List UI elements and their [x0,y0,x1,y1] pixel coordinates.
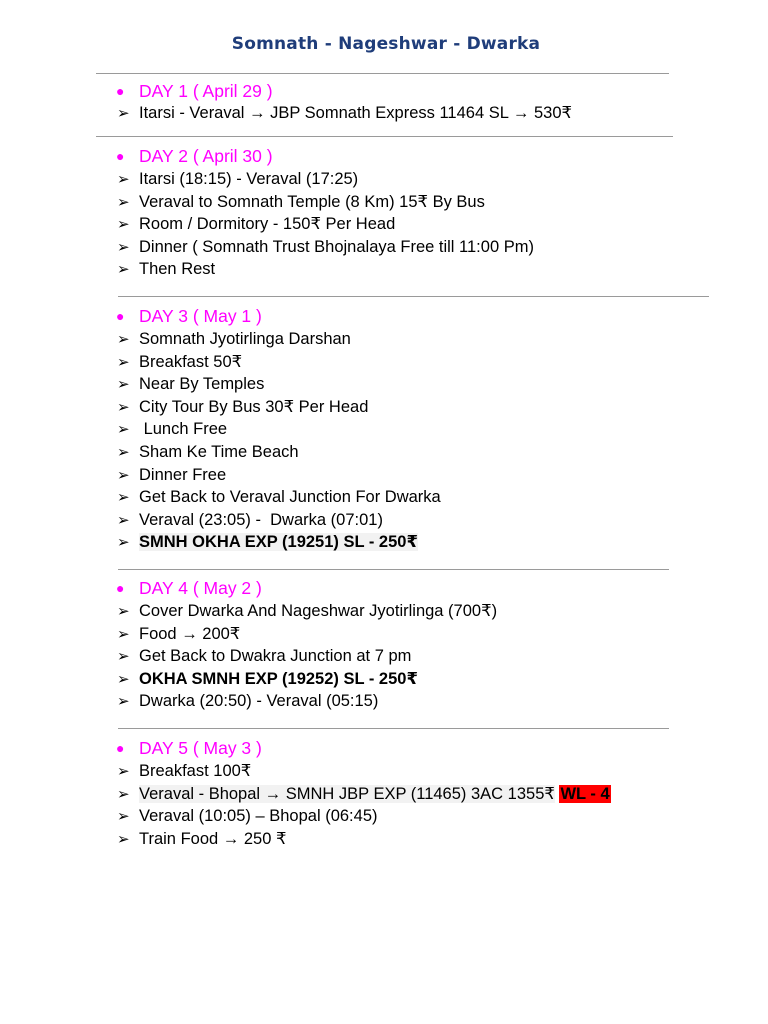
day-heading-text: DAY 5 ( May 3 ) [139,738,262,758]
arrow-bullet-icon: ➢ [117,511,130,529]
list-item [117,258,534,281]
item-text: Cover Dwarka And Nageshwar Jyotirlinga (700₹) [139,602,498,620]
bullet-icon: ● [116,580,125,596]
arrow-bullet-icon: ➢ [117,331,130,348]
list-item [117,418,441,441]
item-text: Veraval to Somnath Temple (8 Km) 15₹ By Bus [139,192,485,211]
list-item [117,441,441,464]
item-text: City Tour By Bus 30₹ Per Head [139,397,369,416]
item-text: Itarsi (18:15) - Veraval (17:25) [139,170,359,188]
arrow-bullet-icon: ➢ [117,353,130,371]
item-text: Lunch Free [139,420,228,439]
day-heading-text: DAY 2 ( April 30 ) [139,146,273,166]
list-item [117,102,572,125]
item-text: Somnath Jyotirlinga Darshan [139,330,351,348]
arrow-bullet-icon: ➢ [117,808,130,826]
arrow-bullet-icon: ➢ [117,261,130,279]
arrow-bullet-icon: ➢ [117,376,130,394]
item-text: Dinner ( Somnath Trust Bhojnalaya Free till 11:00 Pm) [139,237,534,256]
list-item [117,600,497,623]
arrow-bullet-icon: ➢ [117,693,130,711]
divider [96,73,669,74]
arrow-bullet-icon: ➢ [117,648,130,666]
list-item [117,464,441,487]
day-3-heading [116,305,262,328]
arrow-bullet-icon: ➢ [117,238,130,256]
train-ticket-text: OKHA SMNH EXP (19252) SL - 250₹ [139,669,418,688]
list-item [117,328,441,351]
arrow-bullet-icon: ➢ [117,830,130,848]
item-text: Itarsi - Veraval → JBP Somnath Express 11464 SL → 530₹ [139,104,572,122]
list-item [117,805,611,828]
item-text: Near By Temples [139,375,265,394]
arrow-bullet-icon: ➢ [117,763,130,780]
arrow-bullet-icon: ➢ [117,443,130,461]
divider [96,136,673,137]
day-2-items [117,168,534,281]
day-3-items [117,328,441,554]
item-text: Food → 200₹ [139,624,241,643]
document-title: Somnath - Nageshwar - Dwarka [231,34,541,54]
day-heading-text: DAY 4 ( May 2 ) [139,578,262,598]
item-text: Veraval (10:05) – Bhopal (06:45) [139,807,378,826]
list-item [117,213,534,236]
day-1-items [117,102,572,125]
divider [118,569,669,570]
day-4-heading [116,577,262,600]
bullet-icon: ● [116,308,125,324]
item-text: Then Rest [139,260,216,279]
arrow-bullet-icon: ➢ [117,489,130,507]
arrow-bullet-icon: ➢ [117,670,130,688]
bullet-icon: ● [116,148,125,164]
list-item [117,396,441,419]
arrow-bullet-icon: ➢ [117,603,130,620]
day-2-heading [116,145,273,168]
waitlist-badge: WL - 4 [560,784,610,803]
divider [118,296,709,297]
list-item [117,645,497,668]
day-heading-text: DAY 1 ( April 29 ) [139,81,273,101]
item-text: Dinner Free [139,465,227,484]
arrow-bullet-icon: ➢ [117,105,130,122]
item-text: Get Back to Veraval Junction For Dwarka [139,488,441,507]
item-text: Veraval (23:05) - Dwarka (07:01) [139,510,383,529]
item-text: Room / Dormitory - 150₹ Per Head [139,215,396,234]
arrow-bullet-icon: ➢ [117,193,130,211]
list-item [117,373,441,396]
list-item [117,236,534,259]
list-item [117,191,534,214]
list-item [117,760,611,783]
item-text: Breakfast 100₹ [139,762,252,780]
arrow-bullet-icon: ➢ [117,785,130,803]
list-item [117,351,441,374]
bullet-icon: ● [116,83,125,99]
arrow-bullet-icon: ➢ [117,398,130,416]
list-item [117,623,497,646]
day-5-items [117,760,611,850]
arrow-bullet-icon: ➢ [117,216,130,234]
arrow-bullet-icon: ➢ [117,625,130,643]
day-4-items [117,600,497,713]
day-1-heading [116,80,273,103]
train-ticket-text: SMNH OKHA EXP (19251) SL - 250₹ [139,533,418,552]
arrow-bullet-icon: ➢ [117,171,130,188]
list-item [117,690,497,713]
arrow-bullet-icon: ➢ [117,534,130,552]
list-item [117,668,497,691]
item-text: Dwarka (20:50) - Veraval (05:15) [139,692,379,711]
arrow-bullet-icon: ➢ [117,421,130,439]
item-text: Get Back to Dwakra Junction at 7 pm [139,647,412,666]
day-5-heading [116,737,262,760]
day-heading-text: DAY 3 ( May 1 ) [139,306,262,326]
item-text: Train Food → 250 ₹ [139,829,287,848]
list-item [117,486,441,509]
list-item [117,783,611,806]
list-item [117,828,611,851]
divider [118,728,669,729]
arrow-bullet-icon: ➢ [117,466,130,484]
bullet-icon: ● [116,740,125,756]
item-text: Veraval - Bhopal → SMNH JBP EXP (11465) 3AC 1355₹ [139,784,555,803]
item-text: Sham Ke Time Beach [139,442,299,461]
list-item [117,531,441,554]
list-item [117,509,441,532]
list-item [117,168,534,191]
item-text: Breakfast 50₹ [139,352,243,371]
